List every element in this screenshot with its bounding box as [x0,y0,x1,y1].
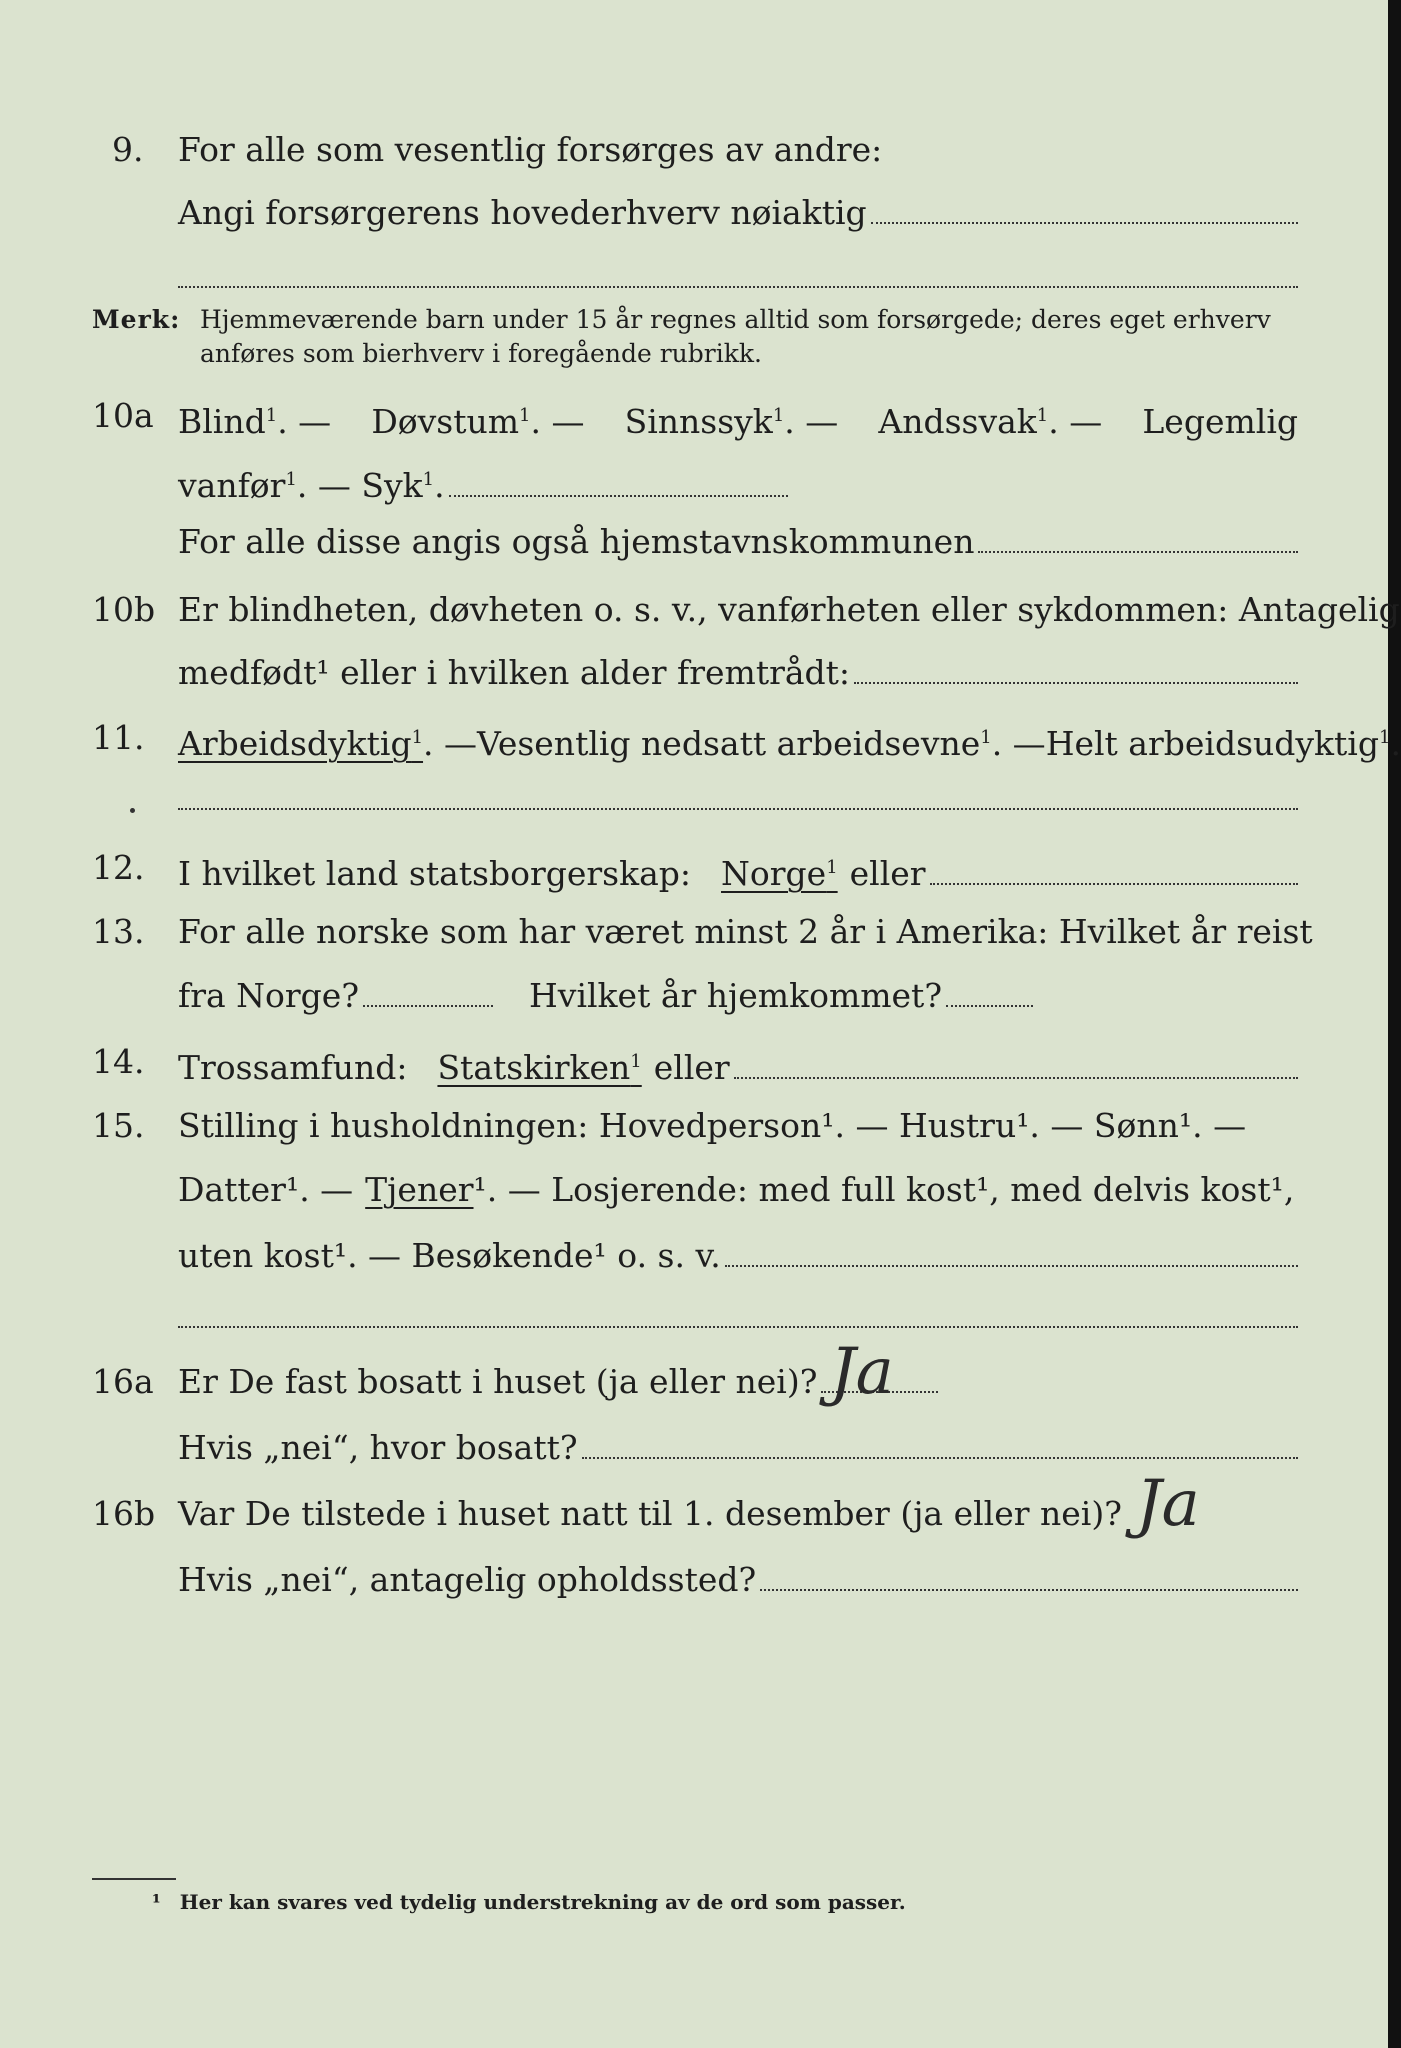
q12-tail: eller [849,854,926,893]
q15-line3 [178,1236,1298,1276]
q16a-where-line[interactable] [582,1457,1298,1459]
q11-answer-line[interactable] [178,808,1298,810]
q15-opt-tjener: Tjener [365,1170,474,1209]
q13-line2 [178,976,1033,1016]
stray-dot [130,808,135,813]
q16b-line2 [178,1560,1298,1600]
q9-line1: For alle som vesentlig forsørges av andre: [178,130,883,169]
q14-opt-statskirken: Statskirken$^1$ [437,1048,642,1087]
q10b-line2-text: medfødt¹ eller i hvilken alder fremtrådt: [178,653,851,692]
q10a-number: 10a [92,396,154,435]
footnote-mark: ¹ [152,1890,161,1914]
q12-line [178,848,1298,894]
q11-opt-arbeidsdyktig: Arbeidsdyktig$^1$ [178,724,424,763]
q15-losjerende: ¹. — Losjerende: med full kost¹, med delvis kost¹, [473,1170,1295,1209]
merk-line2: anføres som bierhverv i foregående rubrikk. [200,339,762,368]
q16b-question: Var De tilstede i huset natt til 1. desember (ja eller nei)? [178,1494,1122,1533]
footnote-text: Her kan svares ved tydelig understrekning av de ord som passer. [179,1890,906,1914]
q10b-answer-line[interactable] [854,682,1298,684]
q11-number: 11. [92,718,145,757]
q14-text: Trossamfund: [178,1048,408,1087]
q10a-hometown-line[interactable] [978,551,1298,553]
q16b-where: Hvis „nei“, antagelig opholdssted? [178,1560,757,1599]
q9-number: 9. [112,130,144,169]
q13-line1: For alle norske som har været minst 2 år i Amerika: Hvilket år reist [178,912,1313,951]
q9-answer-line[interactable] [871,222,1298,224]
q10b-number: 10b [92,590,156,629]
q16b-where-line[interactable] [760,1589,1298,1591]
q13-year-left-line[interactable] [363,1005,493,1007]
q12-answer-line[interactable] [930,883,1298,885]
q12-opt-norge: Norge$^1$ [721,854,838,893]
q16a-line2 [178,1428,1298,1468]
merk-label: Merk: [92,305,181,334]
q15-number: 15. [92,1106,145,1145]
q16a-line1 [178,1362,938,1402]
q16b-line1 [178,1494,1122,1534]
q12-text: I hvilket land statsborgerskap: [178,854,692,893]
footnote-rule [92,1878,176,1880]
q12-number: 12. [92,848,145,887]
q15-answer-line-2[interactable] [178,1326,1298,1328]
q16a-number: 16a [92,1362,154,1401]
q16b-number: 16b [92,1494,156,1533]
q14-line [178,1042,1298,1088]
q14-answer-line[interactable] [734,1077,1298,1079]
q14-number: 14. [92,1042,145,1081]
q10a-line1 [178,396,1298,442]
q13-year-returned-line[interactable] [946,1005,1033,1007]
q13-from-norway: fra Norge? [178,976,360,1015]
q10a-opt-sinnssyk: Sinnssyk$^1$. — [624,402,839,441]
q10a-opt-vanfor: vanfør$^1$. — Syk$^1$. [178,466,445,505]
q16a-handwritten-answer: Ja [830,1335,894,1409]
q10a-opt-dovstum: Døvstum$^1$. — [371,402,585,441]
q15-line3-text: uten kost¹. — Besøkende¹ o. s. v. [178,1236,721,1275]
q10a-line3 [178,522,1298,562]
q16a-question: Er De fast bosatt i huset (ja eller nei)? [178,1362,818,1401]
q9-line2-text: Angi forsørgerens hovederhverv nøiaktig [178,193,867,232]
q9-line2 [178,193,1298,233]
q15-line2 [178,1170,1294,1210]
q10b-line1: Er blindheten, døvheten o. s. v., vanførheten eller sykdommen: Antagelig [178,590,1400,629]
q10a-answer-line[interactable] [449,495,788,497]
q9-answer-line-2[interactable] [178,286,1298,288]
q10a-opt-blind: Blind$^1$. — [178,402,332,441]
q10a-opt-legemlig: Legemlig [1142,402,1298,441]
q15-datter: Datter¹. — [178,1170,354,1209]
q16b-handwritten-answer: Ja [1136,1467,1200,1541]
q11-opt-udyktig: Helt arbeidsudyktig$^1$. [1045,724,1401,763]
merk-line1: Hjemmeværende barn under 15 år regnes alltid som forsørgede; deres eget erhverv [200,305,1271,334]
q10a-line3-text: For alle disse angis også hjemstavnskommunen [178,522,975,561]
q13-returned: Hvilket år hjemkommet? [529,976,943,1015]
q15-answer-line[interactable] [725,1265,1298,1267]
q16a-where: Hvis „nei“, hvor bosatt? [178,1428,578,1467]
q14-tail: eller [653,1048,730,1087]
q11-opt-nedsatt: Vesentlig nedsatt arbeidsevne$^1$ [477,724,992,763]
q15-line1: Stilling i husholdningen: Hovedperson¹. — Hustru¹. — Sønn¹. — [178,1106,1247,1145]
q10a-opt-andssvak: Andssvak$^1$. — [878,402,1103,441]
footnote [152,1888,906,1916]
q13-number: 13. [92,912,145,951]
q10a-line2 [178,460,788,506]
q11-line: Arbeidsdyktig$^1$ . — Vesentlig nedsatt arbeidsevne$^1$ . — Helt arbeidsudyktig$^1$. [178,718,1401,764]
q10b-line2 [178,653,1298,693]
